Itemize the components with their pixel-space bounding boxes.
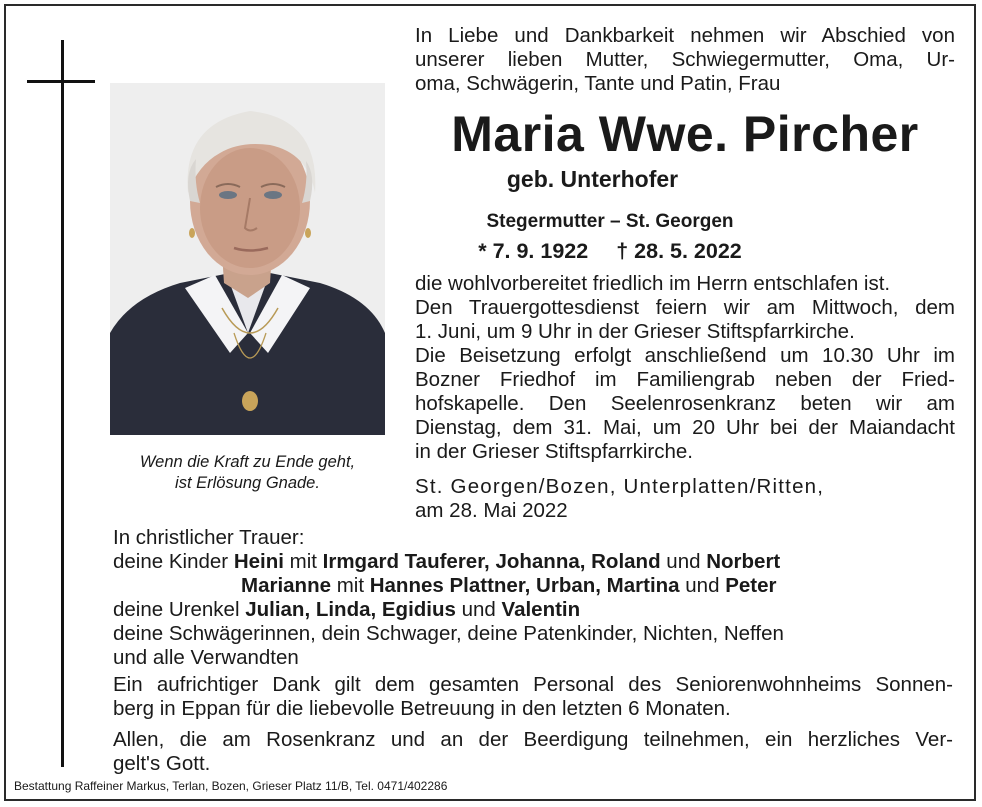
mourners-children: [113, 550, 963, 574]
thanks-line: Allen, die am Rosenkranz und an der Beerdigung teilnehmen, ein herzliches Ver-: [113, 728, 953, 751]
intro-line: unserer lieben Mutter, Schwiegermutter, Oma, Ur-: [415, 48, 955, 71]
mourner-name: Hannes Plattner, Urban, Martina: [369, 574, 680, 597]
label: mit: [331, 574, 370, 597]
date-line: am 28. Mai 2022: [415, 499, 568, 522]
mourner-name: Valentin: [501, 598, 581, 621]
mourners-list: [113, 526, 963, 670]
intro-line: In Liebe und Dankbarkeit nehmen wir Abschied von: [415, 24, 955, 47]
body-line: in der Grieser Stiftspfarrkirche.: [415, 440, 693, 463]
place-and-date: [415, 475, 955, 523]
cross-icon-bar: [27, 80, 95, 83]
thanks-line: berg in Eppan für die liebevolle Betreuung in den letzten 6 Monaten.: [113, 697, 731, 720]
body-line: Den Trauergottesdienst feiern wir am Mittwoch, dem: [415, 296, 955, 319]
spacer: [113, 721, 953, 728]
cross-icon: [61, 40, 64, 767]
label: und: [455, 598, 502, 621]
mourners-others: deine Schwägerinnen, dein Schwager, deine Patenkinder, Nichten, Neffen: [113, 622, 784, 645]
mourner-name: Heini: [233, 550, 284, 573]
mourners-children-2: [113, 574, 963, 598]
mourner-name: Marianne: [241, 574, 331, 597]
body-line: hofskapelle. Den Seelenrosenkranz beten wir am: [415, 392, 955, 415]
life-dates: [415, 238, 805, 264]
intro-text: [415, 24, 955, 96]
mourner-name: Irmgard Tauferer, Johanna, Roland: [322, 550, 661, 573]
body-line: die wohlvorbereitet friedlich im Herrn entschlafen ist.: [415, 272, 891, 295]
portrait-photo: [110, 83, 385, 435]
caption-line: ist Erlösung Gnade.: [175, 474, 320, 492]
body-line: Die Beisetzung erfolgt anschließend um 10.30 Uhr im: [415, 344, 955, 367]
mourner-name: Julian, Linda, Egidius: [245, 598, 456, 621]
portrait-illustration: [110, 83, 385, 435]
mourners-great-grandchildren: [113, 598, 963, 622]
label: deine Kinder: [113, 550, 234, 573]
mourners-heading: In christlicher Trauer:: [113, 526, 305, 549]
thanks-text: [113, 673, 953, 776]
funeral-home-footer: Bestattung Raffeiner Markus, Terlan, Bozen, Grieser Platz 11/B, Tel. 0471/402286: [14, 779, 448, 793]
deceased-name: Maria Wwe. Pircher: [451, 106, 919, 162]
mourner-name: Peter: [725, 574, 777, 597]
service-details: [415, 272, 955, 464]
mourners-others: und alle Verwandten: [113, 646, 299, 669]
birth-date: * 7. 9. 1922: [478, 239, 589, 263]
body-line: Bozner Friedhof im Familiengrab neben der Fried-: [415, 368, 955, 391]
mourner-name: Norbert: [706, 550, 781, 573]
thanks-line: gelt's Gott.: [113, 752, 211, 775]
label: und: [660, 550, 707, 573]
label: mit: [283, 550, 323, 573]
label: deine Urenkel: [113, 598, 246, 621]
thanks-line: Ein aufrichtiger Dank gilt dem gesamten Personal des Seniorenwohnheims Sonnen-: [113, 673, 953, 696]
label: und: [679, 574, 726, 597]
location-line: St. Georgen/Bozen, Unterplatten/Ritten,: [415, 475, 825, 498]
body-line: Dienstag, dem 31. Mai, um 20 Uhr bei der Maiandacht: [415, 416, 955, 439]
home-place: Stegermutter – St. Georgen: [486, 211, 734, 232]
body-line: 1. Juni, um 9 Uhr in der Grieser Stiftspfarrkirche.: [415, 320, 855, 343]
death-date: † 28. 5. 2022: [616, 239, 742, 263]
intro-line: oma, Schwägerin, Tante und Patin, Frau: [415, 72, 781, 95]
photo-caption: [110, 452, 385, 494]
caption-line: Wenn die Kraft zu Ende geht,: [139, 453, 356, 471]
birth-name: geb. Unterhofer: [506, 166, 679, 192]
